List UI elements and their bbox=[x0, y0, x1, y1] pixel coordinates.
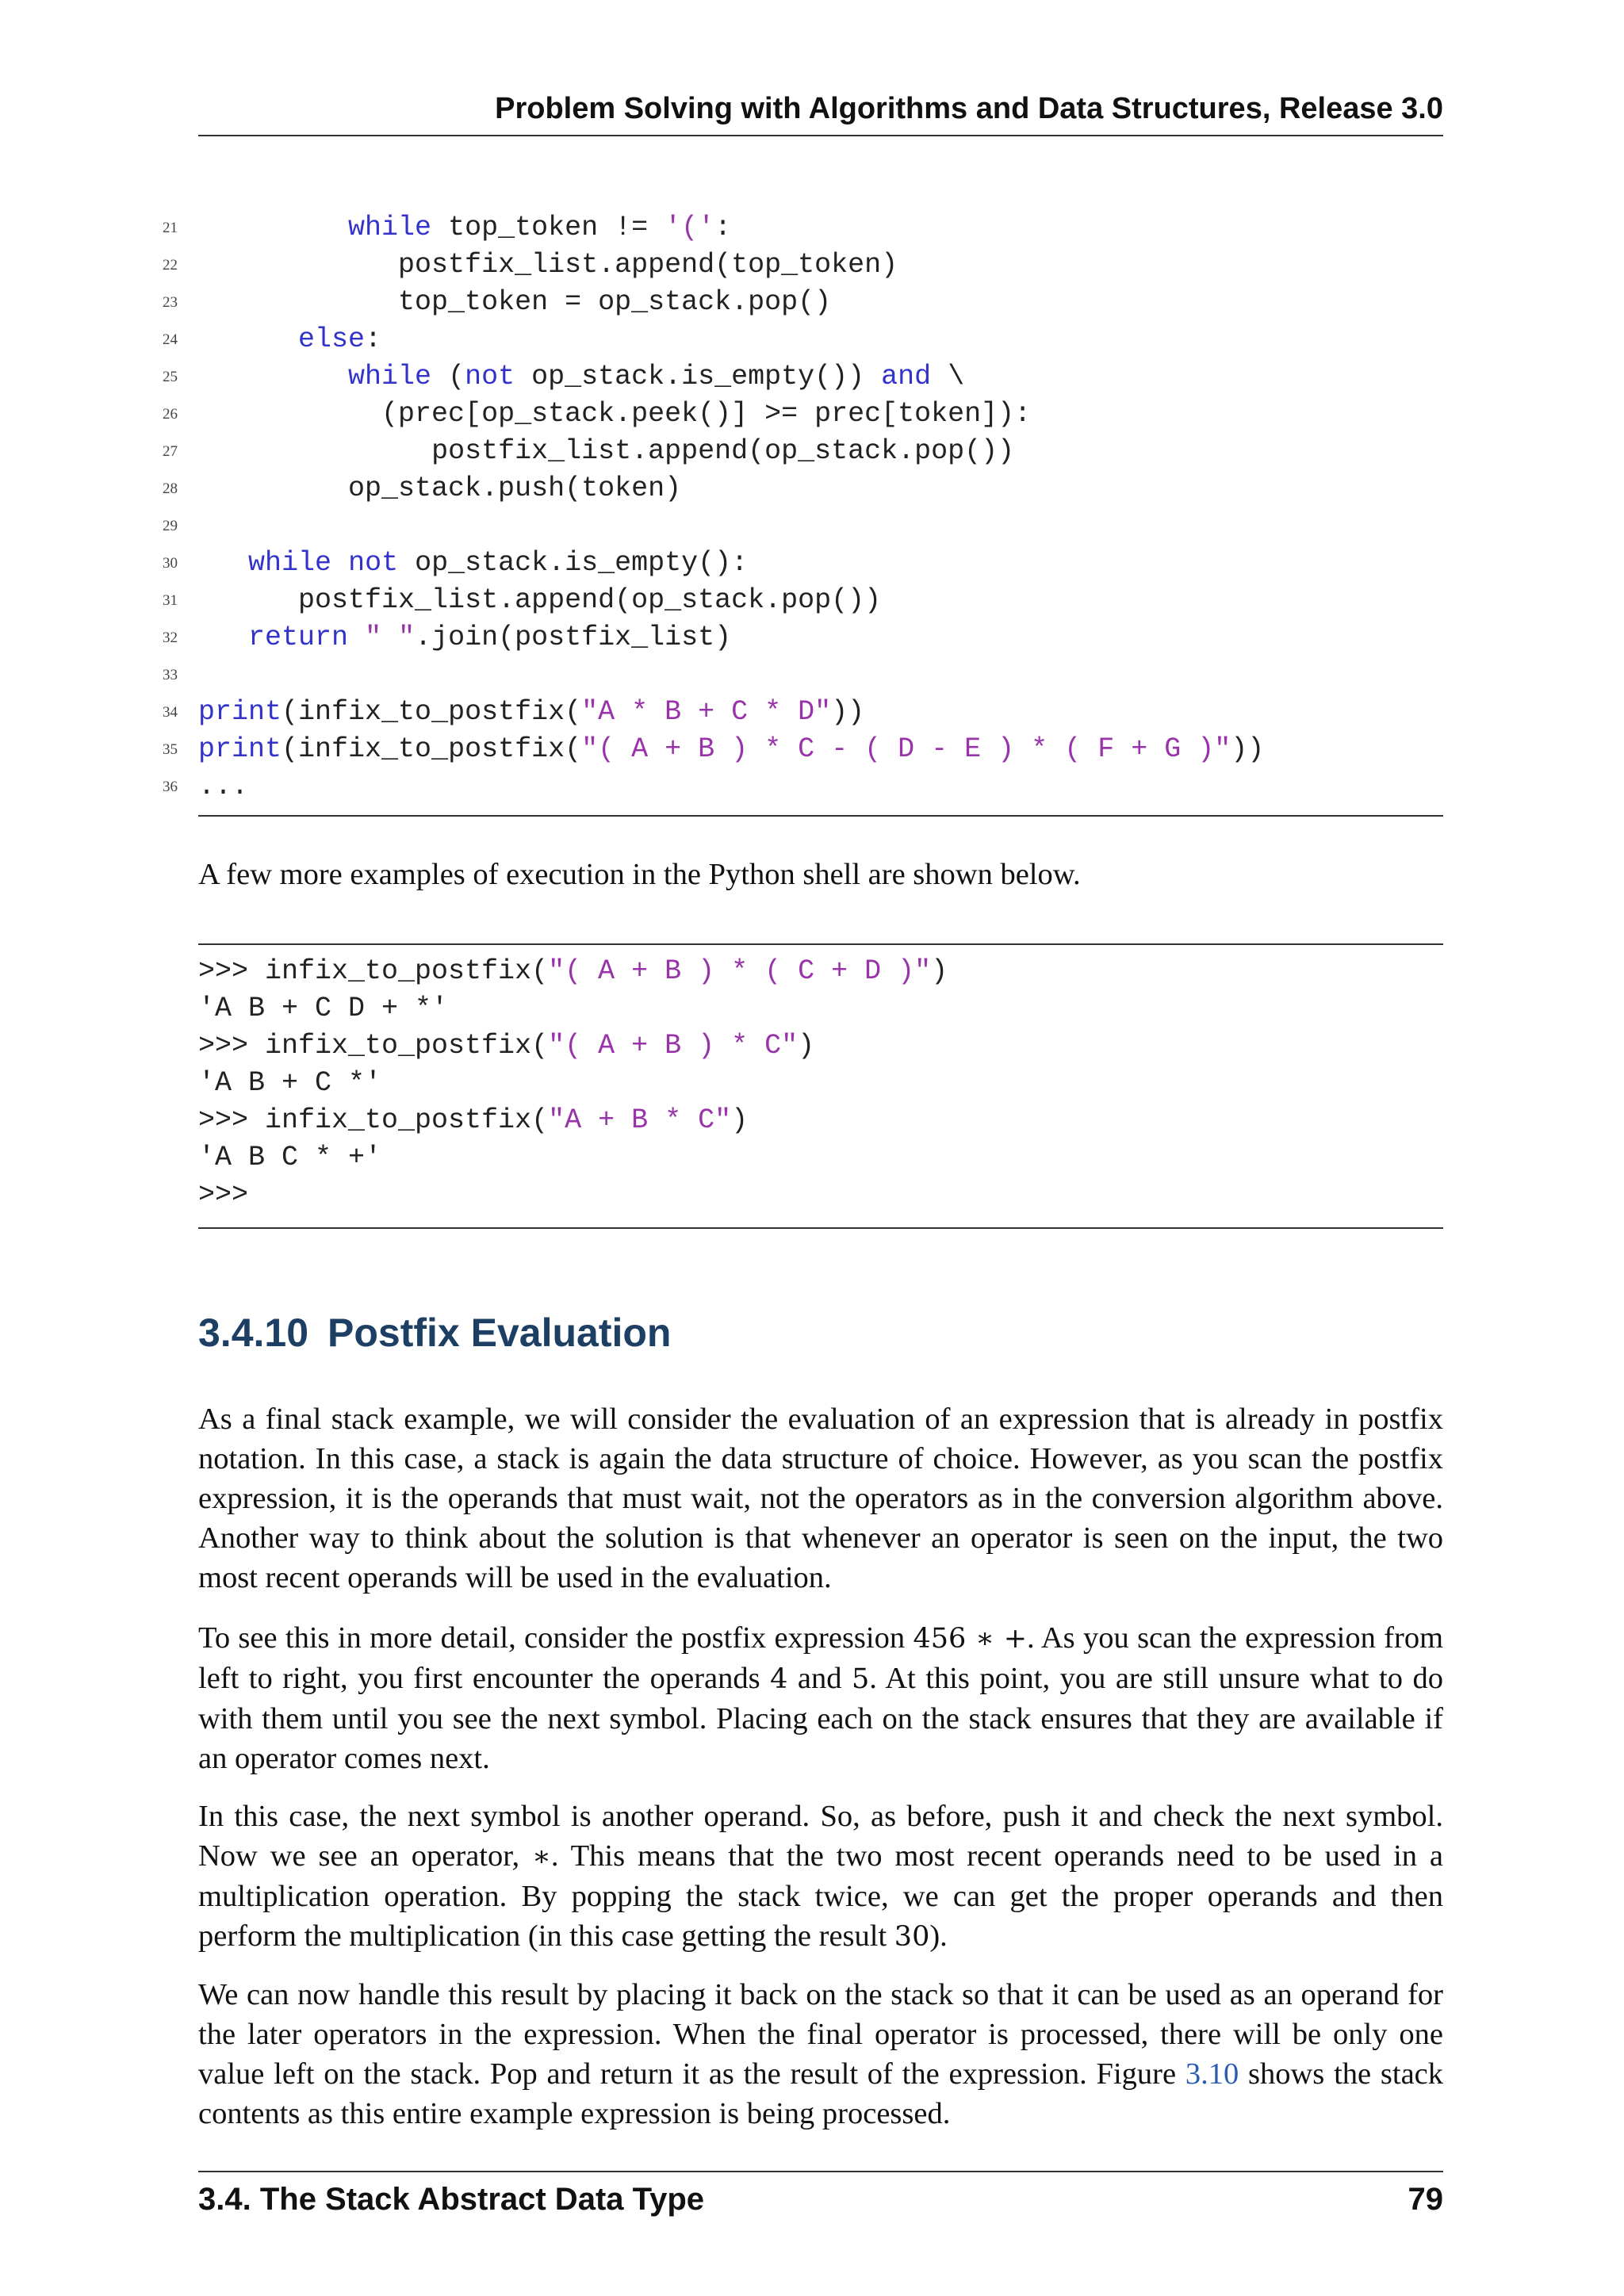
code-line bbox=[163, 545, 749, 582]
operand-4: 4 bbox=[770, 1663, 788, 1695]
operand-5: 5 bbox=[851, 1663, 870, 1695]
line-number: 30 bbox=[163, 555, 178, 572]
code-indent bbox=[198, 323, 298, 355]
code-line bbox=[163, 470, 682, 507]
code-line bbox=[198, 1139, 381, 1177]
code-keyword: not bbox=[465, 361, 515, 392]
line-number: 33 bbox=[163, 667, 178, 683]
code-text: op_stack.is_empty(): bbox=[398, 547, 749, 579]
line-number: 25 bbox=[163, 369, 178, 385]
footer-section: 3.4. The Stack Abstract Data Type bbox=[198, 2182, 705, 2217]
code-indent bbox=[198, 547, 248, 579]
code-line bbox=[163, 619, 732, 656]
code-line bbox=[163, 358, 965, 396]
code-line bbox=[198, 1102, 748, 1139]
code-line bbox=[163, 209, 732, 247]
running-header: Problem Solving with Algorithms and Data Structures, Release 3.0 bbox=[495, 92, 1443, 125]
code-string: " " bbox=[365, 622, 416, 653]
multiply-operator: ∗ bbox=[532, 1841, 551, 1873]
code-text: .join(postfix_list) bbox=[415, 622, 732, 653]
line-number: 27 bbox=[163, 443, 178, 460]
code-text: top_token != bbox=[431, 212, 665, 243]
code-string: "( A + B ) * ( C + D )" bbox=[548, 955, 932, 987]
result-30: 30 bbox=[894, 1921, 930, 1953]
code-indent bbox=[198, 622, 248, 653]
code-keyword: return bbox=[248, 622, 349, 653]
line-number: 24 bbox=[163, 331, 178, 348]
line-number: 21 bbox=[163, 220, 178, 236]
code-text: postfix_list.append(op_stack.pop()) bbox=[298, 584, 882, 616]
header-rule bbox=[198, 135, 1443, 136]
code-text: : bbox=[365, 323, 382, 355]
code-keyword: while bbox=[348, 361, 432, 392]
code-text: (prec[op_stack.peek()] >= prec[token]): bbox=[381, 398, 1032, 430]
postfix-expression: 456 ∗ + bbox=[913, 1623, 1028, 1655]
code-text: )) bbox=[1231, 733, 1265, 765]
paragraph-1: As a final stack example, we will consider the evaluation of an expression that is already in postfix notation. In this case, a stack is again the data structure of choice. However, as you scan the postfix expression, it is the operands that must wait, not the operators as in the conversion algorithm above. Another way to think about the solution is that whenever an operator is seen on the input, the two most recent operands will be used in the evaluation. bbox=[198, 1402, 1443, 1594]
intro-paragraph: A few more examples of execution in the Python shell are shown below. bbox=[198, 858, 1081, 891]
code-line bbox=[163, 321, 382, 358]
code-text: >>> infix_to_postfix( bbox=[198, 1030, 549, 1062]
code-text bbox=[348, 622, 365, 653]
code-text: postfix_list.append(op_stack.pop()) bbox=[431, 435, 1015, 467]
code-line bbox=[163, 694, 865, 731]
code-listing-bottom-rule bbox=[198, 815, 1443, 817]
paragraph-2: To see this in more detail, consider the postfix expression 456 ∗ +. As you scan the expression from left to right, you first encounter the operands 4 and 5. At this point, you are still unsure what to do with them until you see the next symbol. Placing each on the stack ensures that they are available if an operator comes next. bbox=[198, 1621, 1444, 1775]
code-text: ) bbox=[798, 1030, 815, 1062]
code-indent bbox=[198, 398, 381, 430]
code-string: "A * B + C * D" bbox=[581, 696, 832, 728]
section-heading bbox=[198, 1310, 671, 1356]
code-text: (infix_to_postfix( bbox=[282, 696, 582, 728]
code-text: >>> bbox=[198, 1179, 249, 1211]
line-number: 26 bbox=[163, 406, 178, 423]
line-number: 29 bbox=[163, 518, 178, 534]
code-text: 'A B + C *' bbox=[198, 1067, 382, 1099]
code-text: op_stack.push(token) bbox=[348, 473, 682, 504]
code-keyword: while bbox=[248, 547, 332, 579]
code-text: 'A B + C D + *' bbox=[198, 993, 449, 1024]
code-text: ) bbox=[931, 955, 948, 987]
line-number: 28 bbox=[163, 480, 178, 497]
code-line bbox=[163, 247, 898, 284]
code-string: "( A + B ) * C - ( D - E ) * ( F + G )" bbox=[581, 733, 1231, 765]
line-number: 35 bbox=[163, 741, 178, 758]
code-keyword: while bbox=[348, 212, 432, 243]
code-text: )) bbox=[831, 696, 865, 728]
code-keyword: and bbox=[881, 361, 932, 392]
code-text: op_stack.is_empty()) bbox=[515, 361, 882, 392]
code-string: "( A + B ) * C" bbox=[548, 1030, 799, 1062]
code-text: top_token = op_stack.pop() bbox=[398, 286, 832, 318]
code-line bbox=[198, 1177, 248, 1214]
code-string: '(' bbox=[665, 212, 715, 243]
section-number: 3.4.10 bbox=[198, 1311, 309, 1355]
paragraph-3: In this case, the next symbol is another operand. So, as before, push it and check the next symbol. Now we see an operator, ∗. This means that the two most recent operands need to be used in a multiplication operation. By popping the stack twice, we can get the proper operands and then perform the multiplication (in this case getting the result 30). bbox=[198, 1800, 1444, 1953]
code-line bbox=[163, 768, 249, 806]
code-text: >>> infix_to_postfix( bbox=[198, 1104, 549, 1136]
code-line bbox=[163, 582, 882, 619]
code-text: >>> infix_to_postfix( bbox=[198, 955, 549, 987]
code-text: ) bbox=[731, 1104, 749, 1136]
line-number: 36 bbox=[163, 779, 178, 795]
code-line bbox=[163, 284, 832, 321]
code-indent bbox=[198, 584, 298, 616]
code-keyword: not bbox=[348, 547, 399, 579]
code-text: postfix_list.append(top_token) bbox=[398, 249, 898, 281]
code-line bbox=[198, 1065, 381, 1102]
code-text: (infix_to_postfix( bbox=[282, 733, 582, 765]
code-line bbox=[163, 731, 1265, 768]
code-text: ( bbox=[431, 361, 465, 392]
shell-bottom-rule bbox=[198, 1227, 1443, 1229]
code-line bbox=[163, 433, 1015, 470]
line-number: 23 bbox=[163, 294, 178, 311]
code-text: \ bbox=[931, 361, 965, 392]
code-indent bbox=[198, 361, 348, 392]
code-indent bbox=[198, 473, 348, 504]
code-indent bbox=[198, 435, 431, 467]
code-indent bbox=[198, 212, 348, 243]
line-number: 31 bbox=[163, 592, 178, 609]
code-keyword: else bbox=[298, 323, 366, 355]
code-line bbox=[198, 953, 948, 990]
section-title: Postfix Evaluation bbox=[327, 1311, 672, 1355]
code-line bbox=[198, 1027, 814, 1065]
code-text bbox=[331, 547, 348, 579]
line-number: 32 bbox=[163, 629, 178, 646]
shell-top-rule bbox=[198, 943, 1443, 945]
code-indent bbox=[198, 249, 398, 281]
code-string: "A + B * C" bbox=[548, 1104, 732, 1136]
code-keyword: print bbox=[198, 696, 282, 728]
footer-rule bbox=[198, 2171, 1443, 2172]
line-number: 22 bbox=[163, 257, 178, 274]
page-number: 79 bbox=[1408, 2182, 1443, 2217]
code-text: ... bbox=[198, 771, 249, 802]
code-line bbox=[198, 990, 448, 1027]
figure-link[interactable]: 3.10 bbox=[1185, 2057, 1239, 2091]
code-line bbox=[163, 396, 1032, 433]
code-indent bbox=[198, 286, 398, 318]
paragraph-4: We can now handle this result by placing it back on the stack so that it can be used as an operand for the later operators in the expression. When the final operator is processed, there will be only one value left on the stack. Pop and return it as the result of the expression. Figure 3.10 shows the stack contents as this entire example expression is being processed. bbox=[198, 1978, 1443, 2130]
code-text: : bbox=[714, 212, 732, 243]
code-text: 'A B C * +' bbox=[198, 1142, 382, 1173]
line-number: 34 bbox=[163, 704, 178, 721]
code-keyword: print bbox=[198, 733, 282, 765]
